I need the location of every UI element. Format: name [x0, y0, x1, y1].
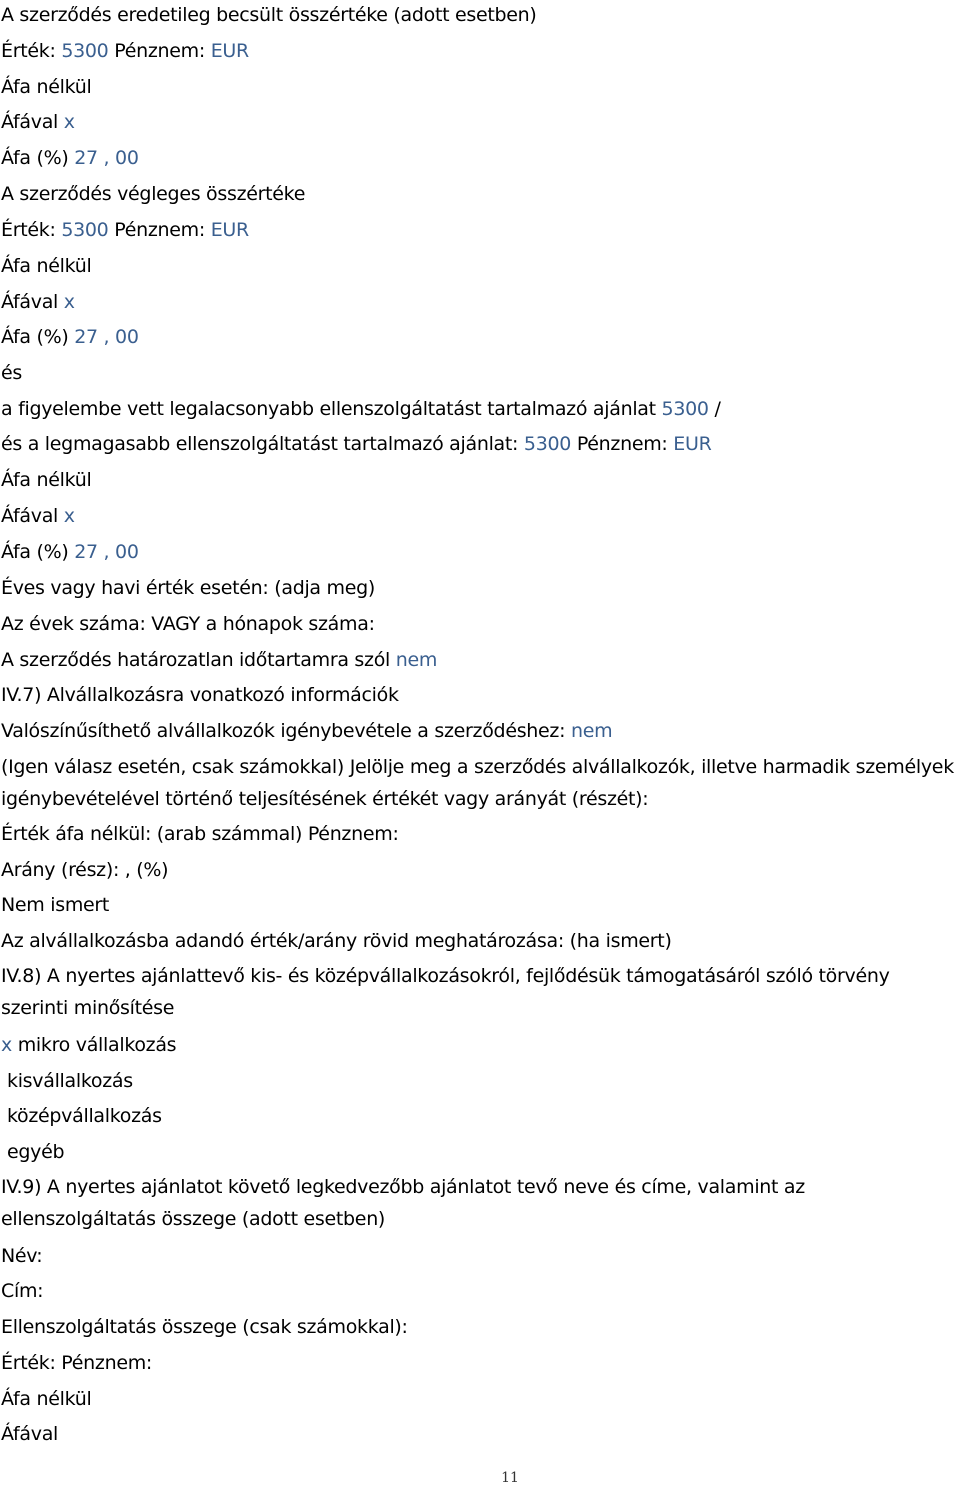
sme-micro-mark: x	[1, 1034, 12, 1056]
final-vat-with: Áfával x	[1, 291, 75, 313]
orig-value-line: Érték: 5300 Pénznem: EUR	[1, 40, 249, 62]
final-vat-without: Áfa nélkül	[1, 255, 92, 277]
offers-vat-with: Áfával x	[1, 505, 75, 527]
offers-highest-value: 5300	[523, 433, 572, 455]
offers-vat-without: Áfa nélkül	[1, 469, 92, 491]
offers-highest: és a legmagasabb ellenszolgáltatást tartalmazó ajánlat: 5300 Pénznem: EUR	[1, 433, 712, 455]
orig-heading: A szerződés eredetileg becsült összértéke (adott esetben)	[1, 4, 537, 26]
subcontract-if-yes: (Igen válasz esetén, csak számokkal) Jelölje meg a szerződés alvállalkozók, illetve harmadik személyek igénybevételével történő teljesítésének értékét vagy arányát (részét):	[1, 756, 954, 810]
orig-currency: EUR	[210, 40, 249, 62]
sme-small: kisvállalkozás	[7, 1070, 133, 1092]
sme-medium: középvállalkozás	[7, 1105, 162, 1127]
next-best-amount: Ellenszolgáltatás összege (csak számokkal):	[1, 1316, 408, 1338]
orig-vat-with: Áfával x	[1, 111, 75, 133]
subcontract-short-desc: Az alvállalkozásba adandó érték/arány rövid meghatározása: (ha ismert)	[1, 930, 672, 952]
final-value: 5300	[61, 219, 109, 241]
orig-vat-pct-value: 27 , 00	[74, 147, 139, 169]
final-vat-pct: Áfa (%) 27 , 00	[1, 326, 139, 348]
period-indefinite: A szerződés határozatlan időtartamra szól nem	[1, 649, 438, 671]
orig-value: 5300	[61, 40, 109, 62]
final-vat-with-mark: x	[63, 291, 75, 313]
offers-lowest: a figyelembe vett legalacsonyabb ellenszolgáltatást tartalmazó ajánlat 5300 /	[1, 398, 721, 420]
period-annual-monthly: Éves vagy havi érték esetén: (adja meg)	[1, 577, 375, 599]
offers-vat-with-mark: x	[63, 505, 75, 527]
offers-lowest-value: 5300	[661, 398, 709, 420]
period-years-months: Az évek száma: VAGY a hónapok száma:	[1, 613, 375, 635]
offers-and: és	[1, 362, 22, 384]
sme-other: egyéb	[7, 1141, 65, 1163]
next-best-address: Cím:	[1, 1280, 44, 1302]
subcontract-unknown: Nem ismert	[1, 894, 110, 916]
offers-vat-pct: Áfa (%) 27 , 00	[1, 541, 139, 563]
subcontract-ratio: Arány (rész): , (%)	[1, 859, 169, 881]
next-best-name: Név:	[1, 1245, 43, 1267]
period-indefinite-value: nem	[395, 649, 438, 671]
orig-vat-pct: Áfa (%) 27 , 00	[1, 147, 139, 169]
final-vat-pct-value: 27 , 00	[74, 326, 139, 348]
subcontract-heading: IV.7) Alvállalkozásra vonatkozó információk	[1, 684, 399, 706]
next-best-value-currency: Érték: Pénznem:	[1, 1352, 153, 1374]
sme-heading: IV.8) A nyertes ajánlattevő kis- és középvállalkozásokról, fejlődésük támogatásáról szóló törvény szerinti minősítése	[1, 965, 890, 1019]
next-best-vat-with: Áfával	[1, 1423, 59, 1445]
subcontract-value-no-vat: Érték áfa nélkül: (arab számmal) Pénznem:	[1, 823, 399, 845]
orig-vat-with-mark: x	[63, 111, 75, 133]
offers-currency: EUR	[673, 433, 712, 455]
subcontract-likely-value: nem	[570, 720, 613, 742]
final-value-line: Érték: 5300 Pénznem: EUR	[1, 219, 249, 241]
final-heading: A szerződés végleges összértéke	[1, 183, 306, 205]
sme-micro: x mikro vállalkozás	[1, 1034, 177, 1056]
final-currency: EUR	[210, 219, 249, 241]
orig-vat-without: Áfa nélkül	[1, 76, 92, 98]
subcontract-likely: Valószínűsíthető alvállalkozók igénybevétele a szerződéshez: nem	[1, 720, 613, 742]
page-number: 11	[501, 1470, 519, 1486]
next-best-vat-without: Áfa nélkül	[1, 1388, 92, 1410]
offers-vat-pct-value: 27 , 00	[74, 541, 139, 563]
next-best-heading: IV.9) A nyertes ajánlatot követő legkedvezőbb ajánlatot tevő neve és címe, valamint az ellenszolgáltatás összege (adott esetben)	[1, 1176, 805, 1230]
